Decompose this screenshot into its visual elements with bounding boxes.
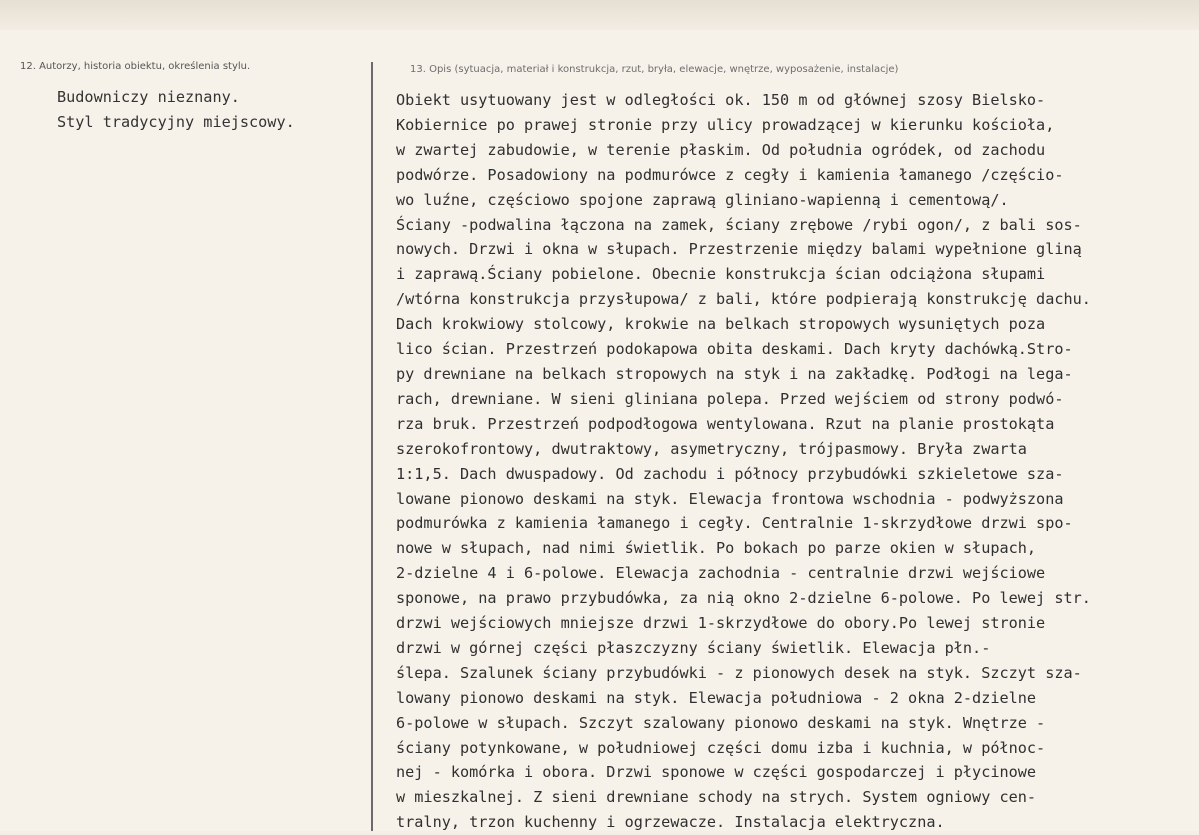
authors-line: Styl tradycyjny miejscowy. — [57, 113, 295, 131]
description-line: nej - komórka i obora. Drzwi sponowe w części gospodarczej i płycinowe — [396, 763, 1037, 782]
sheet-top-edge — [0, 0, 1199, 30]
description-line: ściany potynkowane, w południowej części domu izba i kuchnia, w północ- — [396, 738, 1046, 757]
description-line: Obiekt usytuowany jest w odległości ok. 150 m od głównej szosy Bielsko- — [396, 91, 1046, 109]
section-12-content — [57, 85, 295, 135]
description-line: rach, drewniane. W sieni gliniana polepa. Przed wejściem od strony podwó- — [396, 389, 1064, 408]
section-12-header: 12. Autorzy, historia obiektu, określenia stylu. — [20, 61, 251, 72]
description-line: 2-dzielne 4 i 6-polowe. Elewacja zachodnia - centralnie drzwi wejściowe — [396, 564, 1046, 583]
description-line: /wtórna konstrukcja przysłupowa/ z bali, które podpierają konstrukcję dachu. — [396, 290, 1091, 309]
description-line: podmurówka z kamienia łamanego i cegły. Centralnie 1-skrzydłowe drzwi spo- — [396, 514, 1073, 533]
description-line: lowane pionowo deskami na styk. Elewacja frontowa wschodnia - podwyższona — [396, 489, 1064, 508]
description-line: drzwi w górnej części płaszczyzny ściany świetlik. Elewacja płn.- — [396, 638, 991, 657]
authors-line: Budowniczy nieznany. — [57, 88, 240, 106]
description-line: nowe w słupach, nad nimi świetlik. Po bokach po parze okien w słupach, — [396, 539, 1037, 558]
column-divider — [371, 62, 373, 831]
description-line: ślepa. Szalunek ściany przybudówki - z pionowych desek na styk. Szczyt sza- — [396, 663, 1082, 682]
description-line: wo luźne, częściowo spojone zaprawą gliniano-wapienną i cementową/. — [396, 190, 1009, 209]
description-line: Ściany -podwalina łączona na zamek, ściany zrębowe /rybi ogon/, z bali sos- — [396, 215, 1082, 234]
description-line: py drewniane na belkach stropowych na styk i na zakładkę. Podłogi na lega- — [396, 364, 1073, 383]
description-line: sponowe, na prawo przybudówka, za nią okno 2-dzielne 6-polowe. Po lewej str. — [396, 589, 1091, 608]
description-line: i zaprawą.Ściany pobielone. Obecnie konstrukcja ścian odciążona słupami — [396, 265, 1046, 284]
description-line: w mieszkalnej. Z sieni drewniane schody na strych. System ogniowy cen- — [396, 788, 1037, 807]
description-line: 1:1,5. Dach dwuspadowy. Od zachodu i północy przybudówki szkieletowe sza- — [396, 464, 1064, 483]
description-line: rza bruk. Przestrzeń podpodłogowa wentylowana. Rzut na planie prostokąta — [396, 414, 1055, 433]
description-line: podwórze. Posadowiony na podmurówce z cegły i kamienia łamanego /częścio- — [396, 165, 1064, 184]
description-line: lico ścian. Przestrzeń podokapowa obita deskami. Dach kryty dachówką.Stro- — [396, 340, 1073, 359]
description-line: Kobiernice po prawej stronie przy ulicy prowadzącej w kierunku kościoła, — [396, 115, 1055, 134]
description-line: w zwartej zabudowie, w terenie płaskim. Od południa ogródek, od zachodu — [396, 140, 1046, 159]
description-line: nowych. Drzwi i okna w słupach. Przestrzenie między balami wypełnione gliną — [396, 240, 1082, 259]
section-13-header: 13. Opis (sytuacja, materiał i konstrukcja, rzut, bryła, elewacje, wnętrze, wyposażenie, instalacje) — [410, 64, 899, 75]
description-line: tralny, trzon kuchenny i ogrzewacze. Instalacja elektryczna. — [396, 813, 945, 832]
description-line: Dach krokwiowy stolcowy, krokwie na belkach stropowych wysuniętych poza — [396, 315, 1046, 334]
description-line: drzwi wejściowych mniejsze drzwi 1-skrzydłowe do obory.Po lewej stronie — [396, 614, 1046, 633]
section-13-content — [396, 88, 1091, 835]
description-line: szerokofrontowy, dwutraktowy, asymetryczny, trójpasmowy. Bryła zwarta — [396, 439, 1027, 458]
description-line: lowany pionowo deskami na styk. Elewacja południowa - 2 okna 2-dzielne — [396, 688, 1037, 707]
description-line: 6-polowe w słupach. Szczyt szalowany pionowo deskami na styk. Wnętrze - — [396, 713, 1046, 732]
